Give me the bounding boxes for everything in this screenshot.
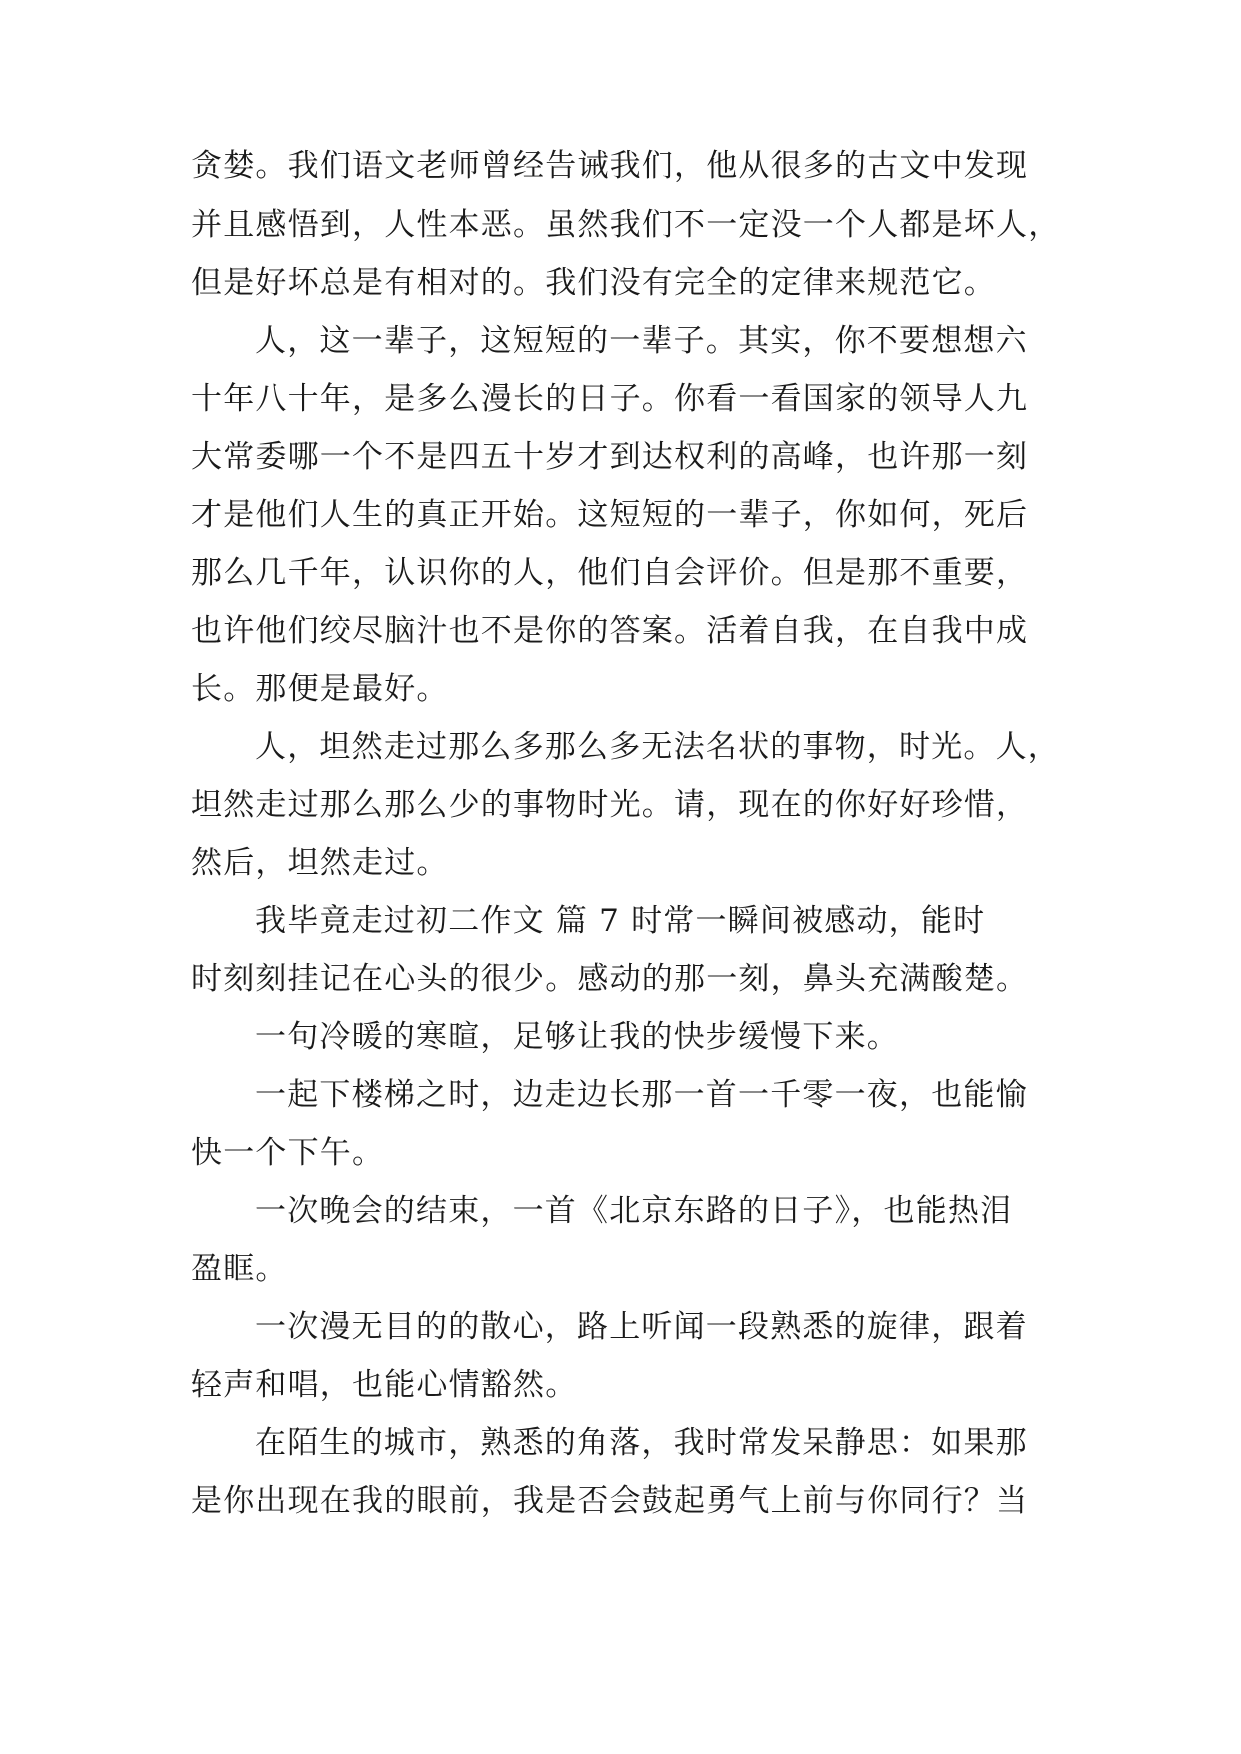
text-line: 也许他们绞尽脑汁也不是你的答案。活着自我，在自我中成 (191, 613, 1029, 649)
text-line: 大常委哪一个不是四五十岁才到达权利的高峰，也许那一刻 (191, 439, 1029, 475)
text-line: 并且感悟到，人性本恶。虽然我们不一定没一个人都是坏人， (191, 207, 1061, 243)
text-line: 那么几千年，认识你的人，他们自会评价。但是那不重要， (191, 555, 1029, 591)
paragraph-start-line: 在陌生的城市，熟悉的角落，我时常发呆静思：如果那 (255, 1425, 1028, 1461)
paragraph-start-line: 一句冷暖的寒暄，足够让我的快步缓慢下来。 (255, 1019, 899, 1055)
text-line: 十年八十年，是多么漫长的日子。你看一看国家的领导人九 (191, 381, 1029, 417)
paragraph-start-line: 人，这一辈子，这短短的一辈子。其实，你不要想想六 (255, 323, 1028, 359)
text-line: 轻声和唱，也能心情豁然。 (191, 1367, 578, 1403)
text-line: 但是好坏总是有相对的。我们没有完全的定律来规范它。 (191, 265, 996, 301)
text-line: 坦然走过那么那么少的事物时光。请，现在的你好好珍惜， (191, 787, 1029, 823)
text-line: 才是他们人生的真正开始。这短短的一辈子，你如何，死后 (191, 497, 1029, 533)
text-line: 时刻刻挂记在心头的很少。感动的那一刻，鼻头充满酸楚。 (191, 961, 1029, 997)
paragraph-start-line: 一起下楼梯之时，边走边长那一首一千零一夜，也能愉 (255, 1077, 1028, 1113)
section-heading-line: 我毕竟走过初二作文 篇 7 时常一瞬间被感动，能时 (255, 903, 986, 939)
text-line: 贪婪。我们语文老师曾经告诫我们，他从很多的古文中发现 (191, 148, 1029, 184)
paragraph-start-line: 一次漫无目的的散心，路上听闻一段熟悉的旋律，跟着 (255, 1309, 1028, 1345)
text-line: 然后，坦然走过。 (191, 845, 449, 881)
text-line: 盈眶。 (191, 1251, 288, 1287)
paragraph-start-line: 人，坦然走过那么多那么多无法名状的事物，时光。人， (255, 729, 1060, 765)
text-line: 长。那便是最好。 (191, 671, 449, 707)
text-line: 是你出现在我的眼前，我是否会鼓起勇气上前与你同行？当 (191, 1483, 1029, 1519)
text-line: 快一个下午。 (191, 1135, 385, 1171)
paragraph-start-line: 一次晚会的结束，一首《北京东路的日子》，也能热泪 (255, 1193, 1013, 1229)
